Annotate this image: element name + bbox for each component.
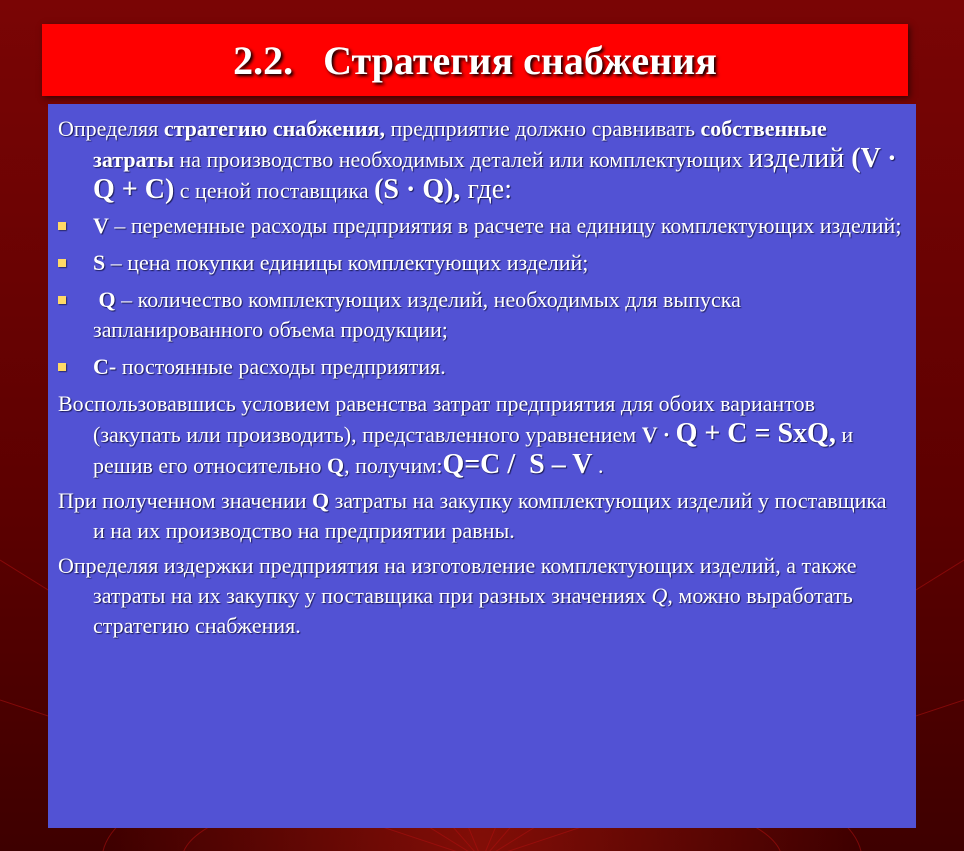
square-bullet-icon bbox=[58, 259, 66, 267]
equality-formula-start: V · bbox=[641, 422, 676, 447]
title-bar bbox=[42, 24, 908, 96]
content-panel bbox=[48, 104, 916, 828]
intro-text-2: предприятие должно сравнивать bbox=[384, 116, 701, 141]
q-variable: Q bbox=[326, 453, 345, 478]
bullet-item-s bbox=[58, 248, 902, 278]
intro-bold-1: стратегию снабжения, bbox=[163, 116, 385, 141]
equality-paragraph bbox=[58, 389, 902, 481]
bullet-item-v bbox=[58, 211, 902, 241]
equality-text-2: и решив его относительно bbox=[93, 422, 854, 478]
bullet-text: – цена покупки единицы комплектующих изделий; bbox=[105, 250, 589, 275]
bullet-text: – количество комплектующих изделий, необходимых для выпуска запланированного объема продукции; bbox=[93, 287, 741, 342]
intro-paragraph bbox=[58, 114, 902, 206]
equality-text-4: . bbox=[592, 453, 604, 478]
bullet-text: – переменные расходы предприятия в расчете на единицу комплектующих изделий; bbox=[108, 213, 902, 238]
bullet-item-q bbox=[58, 285, 902, 345]
intro-text-4: с ценой поставщика bbox=[174, 178, 375, 203]
equality-text-1: Воспользовавшись условием равенства затрат предприятия для обоих вариантов (закупать или производить), представленного уравнением bbox=[58, 391, 816, 447]
bullet-item-c bbox=[58, 352, 902, 382]
supplier-price-formula: (S · Q), bbox=[374, 174, 461, 205]
bullet-term: V bbox=[93, 213, 109, 238]
q-variable-italic: Q bbox=[651, 583, 668, 608]
own-cost-formula: (V · Q + C) bbox=[93, 143, 897, 205]
square-bullet-icon bbox=[58, 296, 66, 304]
square-bullet-icon bbox=[58, 363, 66, 371]
strategy-text-1: Определяя издержки предприятия на изготовление комплектующих изделий, а также затраты на их закупку у поставщика при разных значениях bbox=[58, 553, 857, 608]
break-even-text-2: затраты на закупку комплектующих изделий у поставщика и на их производство на предприятии равны. bbox=[93, 488, 887, 543]
slide-title: 2.2. Стратегия снабжения bbox=[233, 37, 717, 83]
intro-text-3: на производство необходимых деталей или комплектующих bbox=[174, 147, 749, 172]
q-variable: Q bbox=[312, 488, 330, 513]
equality-formula: Q + C = SxQ, bbox=[675, 418, 836, 449]
q-solution-formula: Q=C / S – V bbox=[442, 449, 593, 480]
break-even-paragraph bbox=[58, 486, 902, 546]
square-bullet-icon bbox=[58, 222, 66, 230]
strategy-text-2: , можно выработать стратегию снабжения. bbox=[93, 583, 853, 638]
bullet-term: S bbox=[93, 250, 106, 275]
bullet-term: Q bbox=[93, 287, 116, 312]
intro-where: где: bbox=[460, 174, 512, 205]
bullet-text: постоянные расходы предприятия. bbox=[116, 354, 446, 379]
bullet-term: C- bbox=[93, 354, 117, 379]
intro-text-1: Определяя bbox=[58, 116, 164, 141]
strategy-paragraph bbox=[58, 551, 902, 641]
equality-text-3: , получим: bbox=[344, 453, 443, 478]
intro-bold-2: собственные затраты bbox=[93, 116, 827, 172]
break-even-text-1: При полученном значении bbox=[58, 488, 312, 513]
intro-big-word: изделий bbox=[748, 143, 845, 174]
